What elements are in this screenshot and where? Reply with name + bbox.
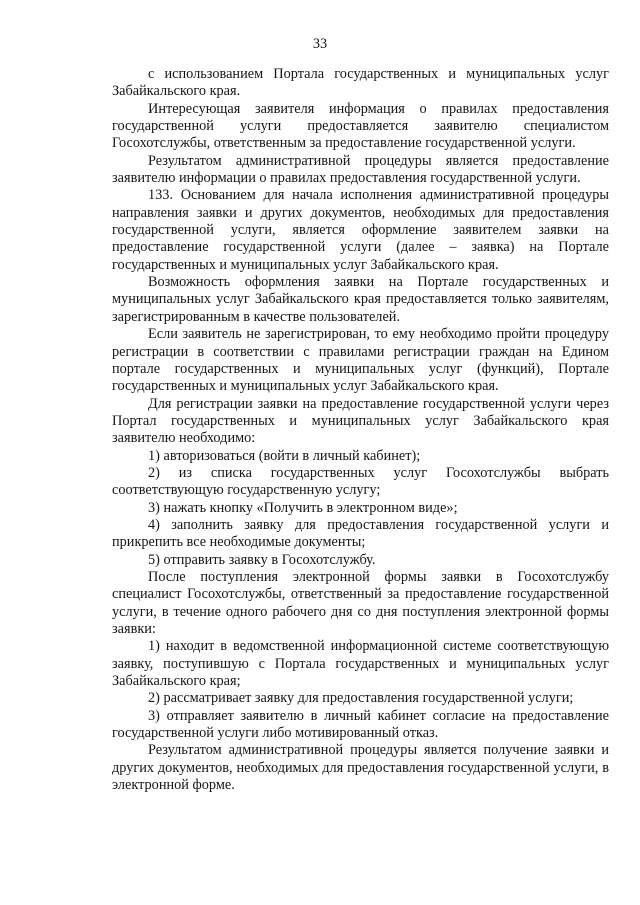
paragraph-registration-steps-intro: Для регистрации заявки на предоставление государственной услуги через Портал государственных и муниципальных услуг Забайкальского края заявителю необходимо: [112, 395, 609, 447]
list-item-4-fill-application: 4) заполнить заявку для предоставления государственной услуги и прикрепить все необходимые документы; [112, 516, 609, 551]
paragraph-not-registered: Если заявитель не зарегистрирован, то ему необходимо пройти процедуру регистрации в соответствии с правилами регистрации граждан на Едином портале государственных и муниципальных услуг (функций), Портале государственных и муниципальных услуг Забайкальского края. [112, 326, 609, 395]
document-body [112, 66, 609, 794]
paragraph-result-application: Результатом административной процедуры является получение заявки и других документов, необходимых для предоставления государственной услуги, в электронной форме. [112, 742, 609, 794]
page-number: 33 [312, 36, 328, 52]
list-item-2-review-application: 2) рассматривает заявку для предоставления государственной услуги; [148, 690, 574, 707]
list-item-1-find-application: 1) находит в ведомственной информационной системе соответствующую заявку, поступившую с Портала государственных и муниципальных услуг Забайкальского края; [112, 638, 609, 690]
list-item-5-send-application: 5) отправить заявку в Госохотслужбу. [148, 551, 376, 568]
paragraph-registration-possibility: Возможность оформления заявки на Портале государственных и муниципальных услуг Забайкальского края предоставляется только заявителям, зарегистрированным в качестве пользователей. [112, 274, 609, 325]
list-item-3-send-decision: 3) отправляет заявителю в личный кабинет согласие на предоставление государственной услуги либо мотивированный отказ. [112, 707, 609, 742]
paragraph-info-provided: Интересующая заявителя информация о правилах предоставления государственной услуги предоставляется заявителю специалистом Госохотслужбы, ответственным за предоставление государственной услуги. [112, 100, 609, 152]
list-item-2-select-service: 2) из списка государственных услуг Госохотслужбы выбрать соответствующую государственную услугу; [112, 464, 609, 499]
list-item-3-press-button: 3) нажать кнопку «Получить в электронном виде»; [148, 499, 458, 516]
paragraph-133: 133. Основанием для начала исполнения административной процедуры направления заявки и других документов, необходимых для предоставления государственной услуги, является оформление заявителем заявки на предоставление государственной услуги (далее – заявка) на Портале государственных и муниципальных услуг Забайкальского края. [112, 187, 609, 273]
paragraph-result-info: Результатом административной процедуры является предоставление заявителю информации о правилах предоставления государственной услуги. [112, 152, 609, 187]
paragraph-continuation: с использованием Портала государственных и муниципальных услуг Забайкальского края. [112, 66, 609, 100]
list-item-1-authorize: 1) авторизоваться (войти в личный кабинет); [148, 447, 421, 464]
paragraph-after-receipt: После поступления электронной формы заявки в Госохотслужбу специалист Госохотслужбы, ответственный за предоставление государственной услуги, в течение одного рабочего дня со дня поступления электронной формы заявки: [112, 568, 609, 637]
